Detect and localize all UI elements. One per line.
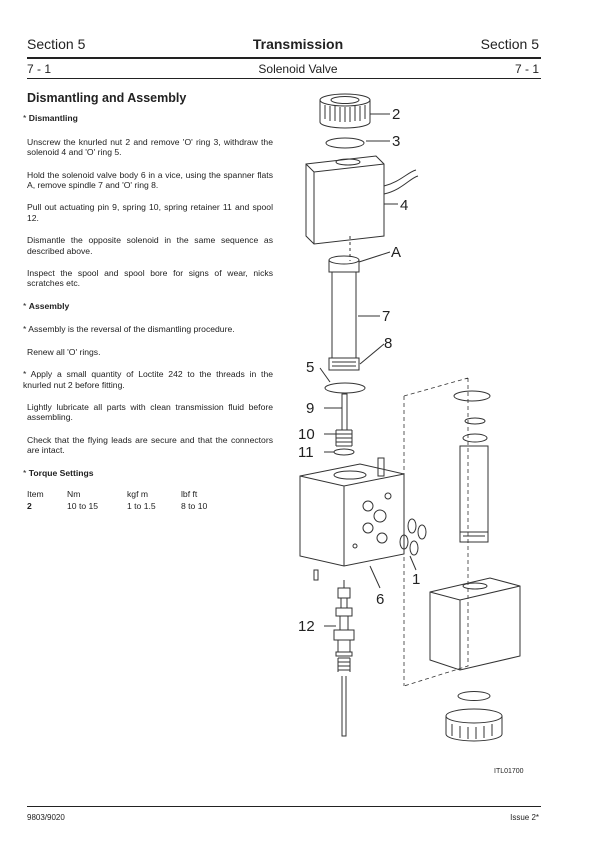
callout-label: 3	[392, 133, 401, 150]
callout-label: 2	[392, 106, 401, 123]
header-rule	[27, 57, 541, 59]
callout-label: 1	[412, 571, 421, 588]
callout-label: 7	[382, 308, 391, 325]
table-cell: 1 to 1.5	[127, 501, 156, 512]
step-paragraph: Hold the solenoid valve body 6 in a vice, using the spanner flats A, remove spindle 7 and 'O' ring 8.	[27, 169, 273, 191]
spring-drawing	[336, 430, 352, 446]
page-title: Transmission	[252, 36, 344, 52]
torque-heading: * Torque Settings	[23, 468, 273, 478]
step-paragraph: Inspect the spool and spool bore for signs of wear, nicks scratches etc.	[27, 268, 273, 289]
table-cell: 8 to 10	[181, 501, 208, 512]
table-row	[27, 501, 231, 513]
footer-rule	[27, 806, 541, 807]
table-cell: 2	[27, 501, 32, 512]
section-label-left: Section 5	[27, 36, 86, 52]
subheader-rule	[27, 78, 541, 79]
issue-number: Issue 2*	[510, 813, 539, 822]
step-paragraph: Pull out actuating pin 9, spring 10, spring retainer 11 and spool 12.	[27, 202, 273, 223]
callout-label: 11	[298, 444, 314, 461]
callout-label: A	[391, 244, 402, 261]
procedure-text	[23, 91, 273, 514]
page-number-right: 7 - 1	[514, 62, 539, 76]
actuating-pin-drawing	[342, 394, 347, 430]
figure-reference: ITL01700	[494, 768, 524, 775]
table-header: lbf ft	[181, 488, 198, 499]
document-number: 9803/9020	[27, 813, 65, 822]
table-cell: 10 to 15	[67, 501, 99, 512]
callout-label: 6	[376, 591, 385, 608]
valve-body-drawing	[300, 458, 404, 566]
page-number-left: 7 - 1	[27, 62, 52, 76]
spindle-drawing	[329, 256, 359, 370]
callout-label: 8	[384, 335, 393, 352]
assembly-paragraph: Renew all 'O' rings.	[27, 346, 101, 357]
table-header: kgf m	[127, 488, 149, 499]
exploded-view-figure	[280, 86, 550, 776]
o-ring-drawing	[326, 138, 364, 148]
table-header-row	[27, 489, 231, 501]
callout-label: 4	[400, 197, 409, 214]
step-paragraph: Dismantle the opposite solenoid in the same sequence as described above.	[27, 235, 273, 256]
assembly-paragraph: Check that the flying leads are secure and that the connectors are intact.	[27, 434, 273, 456]
assembly-paragraph: * Assembly is the reversal of the dismantling procedure.	[23, 324, 273, 334]
step-paragraph: Unscrew the knurled nut 2 and remove 'O' ring 3, withdraw the solenoid 4 and 'O' ring 5.	[27, 136, 273, 158]
page-subtitle: Solenoid Valve	[258, 62, 338, 76]
section-heading: Dismantling and Assembly	[27, 91, 187, 105]
opposite-solenoid-drawing	[430, 391, 520, 741]
torque-table	[27, 489, 231, 514]
assembly-paragraph: * Apply a small quantity of Loctite 242 to the threads in the knurled nut 2 before fitting.	[23, 369, 273, 390]
spring-retainer-drawing	[334, 449, 354, 455]
callout-label: 10	[298, 426, 315, 443]
section-label-right: Section 5	[480, 36, 539, 52]
assembly-heading: * Assembly	[23, 301, 273, 311]
knurled-nut-drawing	[320, 94, 370, 128]
callout-label: 5	[306, 359, 315, 376]
assembly-paragraph: Lightly lubricate all parts with clean transmission fluid before assembling.	[27, 401, 273, 423]
dismantling-heading: * Dismantling	[23, 113, 273, 123]
callout-label: 12	[298, 618, 315, 635]
spool-drawing	[334, 580, 354, 736]
table-header: Nm	[67, 488, 81, 499]
callout-label: 9	[306, 400, 315, 417]
o-ring-drawing	[325, 383, 365, 393]
table-header: Item	[27, 488, 44, 499]
